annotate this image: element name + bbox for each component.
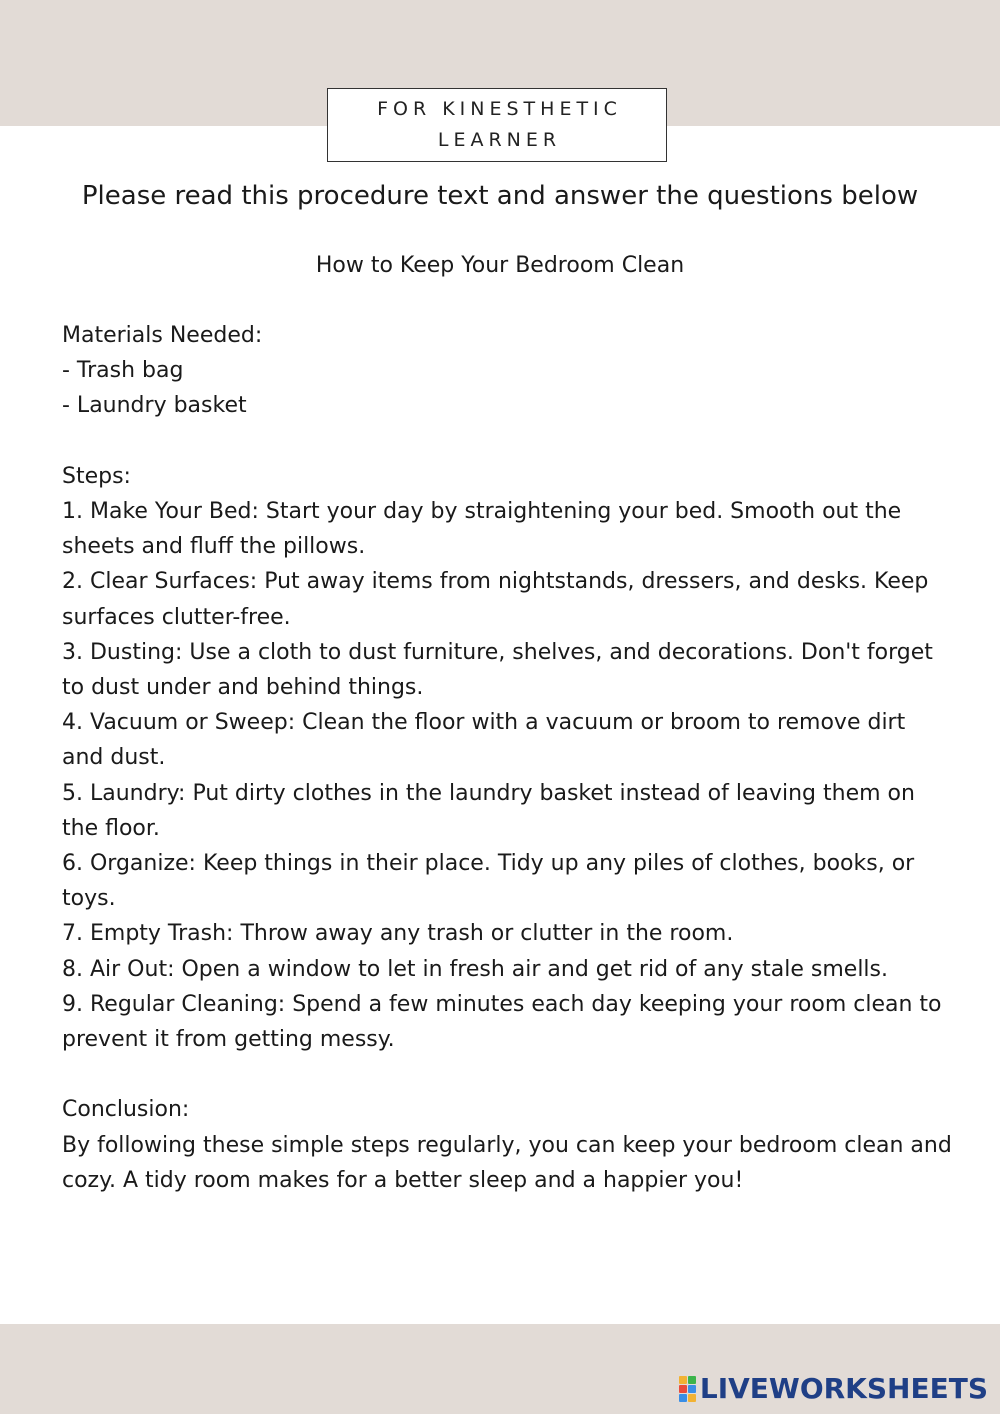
- step-item: 3. Dusting: Use a cloth to dust furniture, shelves, and decorations. Don't forget to dust under and behind things.: [62, 639, 933, 701]
- material-item: - Laundry basket: [62, 393, 247, 419]
- steps-heading: Steps:: [62, 463, 131, 489]
- step-item: 6. Organize: Keep things in their place. Tidy up any piles of clothes, books, or toys.: [62, 851, 915, 912]
- label-line-2: LEARNER: [437, 129, 562, 151]
- label-line-1: FOR KINESTHETIC: [377, 98, 622, 120]
- instruction-text: Please read this procedure text and answer the questions below: [81, 181, 919, 211]
- step-item: 1. Make Your Bed: Start your day by straightening your bed. Smooth out the sheets and fluff the pillows.: [62, 499, 902, 560]
- materials-heading: Materials Needed:: [62, 323, 263, 348]
- liveworksheets-logo-icon: [679, 1376, 696, 1402]
- conclusion-heading: Conclusion:: [62, 1097, 190, 1123]
- procedure-body: [62, 318, 952, 1198]
- procedure-title: How to Keep Your Bedroom Clean: [315, 253, 685, 278]
- step-item: 9. Regular Cleaning: Spend a few minutes each day keeping your room clean to prevent it from getting messy.: [62, 991, 942, 1053]
- step-item: 8. Air Out: Open a window to let in fresh air and get rid of any stale smells.: [62, 956, 888, 982]
- brand-name: LIVEWORKSHEETS: [699, 1372, 988, 1405]
- learner-type-label: [327, 88, 667, 162]
- step-item: 5. Laundry: Put dirty clothes in the laundry basket instead of leaving them on the floor.: [62, 780, 915, 841]
- liveworksheets-brand[interactable]: [679, 1372, 988, 1405]
- conclusion-text: By following these simple steps regularly, you can keep your bedroom clean and cozy. A tidy room makes for a better sleep and a happier you!: [62, 1132, 952, 1193]
- step-item: 2. Clear Surfaces: Put away items from nightstands, dressers, and desks. Keep surfaces clutter-free.: [62, 569, 929, 630]
- material-item: - Trash bag: [62, 358, 184, 384]
- step-item: 7. Empty Trash: Throw away any trash or clutter in the room.: [62, 921, 734, 947]
- step-item: 4. Vacuum or Sweep: Clean the floor with a vacuum or broom to remove dirt and dust.: [62, 710, 906, 771]
